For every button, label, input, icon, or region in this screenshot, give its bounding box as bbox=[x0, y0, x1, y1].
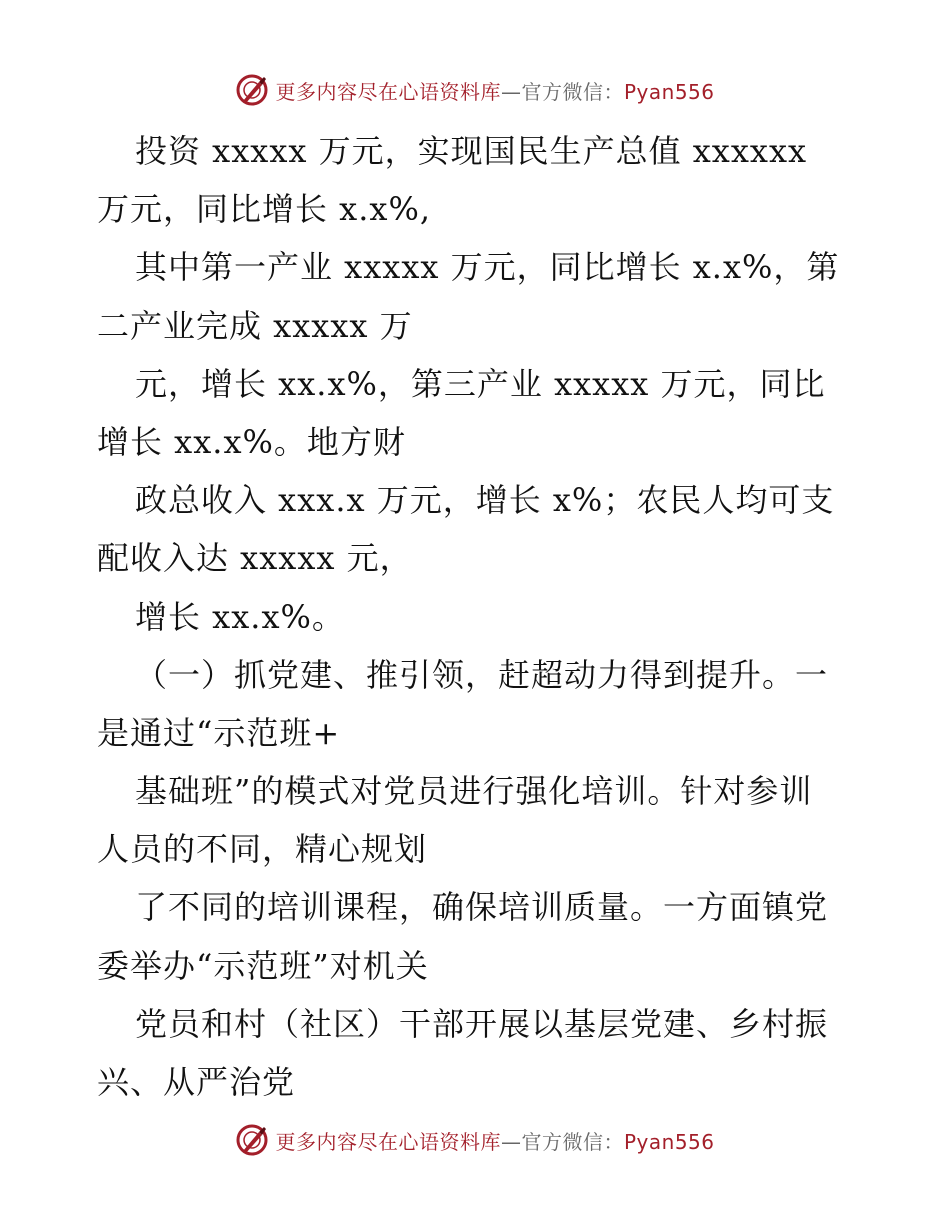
text-line: 二产业完成 xxxxx 万 bbox=[97, 306, 413, 345]
text-line: 政总收入 xxx.x 万元，增长 x%；农民人均可支 bbox=[135, 481, 835, 520]
watermark-dash: — bbox=[500, 1129, 522, 1154]
text-line: 党员和村（社区）干部开展以基层党建、乡村振 bbox=[135, 1004, 829, 1043]
text-line: 增长 xx.x%。地方财 bbox=[97, 422, 406, 461]
watermark-main: 更多内容尽在心语资料库 bbox=[275, 79, 501, 104]
text-line: 人员的不同，精心规划 bbox=[97, 830, 428, 869]
pen-logo-icon bbox=[235, 1123, 269, 1157]
text-line: 兴、从严治党 bbox=[97, 1063, 296, 1101]
watermark-sub: 官方微信： bbox=[521, 79, 624, 104]
header-watermark bbox=[0, 70, 950, 110]
text-line: 增长 xx.x%。 bbox=[135, 597, 345, 636]
watermark-id: Pyan556 bbox=[623, 79, 715, 104]
text-line: （一）抓党建、推引领，赶超动力得到提升。一 bbox=[135, 655, 829, 694]
watermark-sub: 官方微信： bbox=[521, 1129, 624, 1154]
footer-watermark bbox=[0, 1120, 950, 1160]
text-line: 万元，同比增长 x.x%, bbox=[97, 190, 432, 229]
text-line: 投资 xxxxx 万元，实现国民生产总值 xxxxxx bbox=[135, 132, 808, 170]
text-line: 委举办“示范班”对机关 bbox=[97, 946, 429, 985]
watermark-group bbox=[235, 1123, 714, 1157]
text-line: 是通过“示范班+ bbox=[97, 713, 341, 752]
watermark-dash: — bbox=[500, 79, 522, 104]
text-line: 元，增长 xx.x%，第三产业 xxxxx 万元，同比 bbox=[135, 364, 826, 403]
watermark-id: Pyan556 bbox=[623, 1129, 715, 1154]
watermark-main: 更多内容尽在心语资料库 bbox=[275, 1129, 501, 1154]
text-line: 基础班”的模式对党员进行强化培训。针对参训 bbox=[135, 772, 813, 811]
text-line: 配收入达 xxxxx 元， bbox=[97, 539, 413, 578]
pen-logo-icon bbox=[235, 73, 269, 107]
document-body bbox=[97, 122, 857, 1111]
text-line: 其中第一产业 xxxxx 万元，同比增长 x.x%，第 bbox=[135, 248, 840, 287]
text-line: 了不同的培训课程，确保培训质量。一方面镇党 bbox=[135, 888, 829, 927]
watermark-text bbox=[275, 76, 714, 105]
watermark-text bbox=[275, 1126, 714, 1155]
watermark-group bbox=[235, 73, 714, 107]
